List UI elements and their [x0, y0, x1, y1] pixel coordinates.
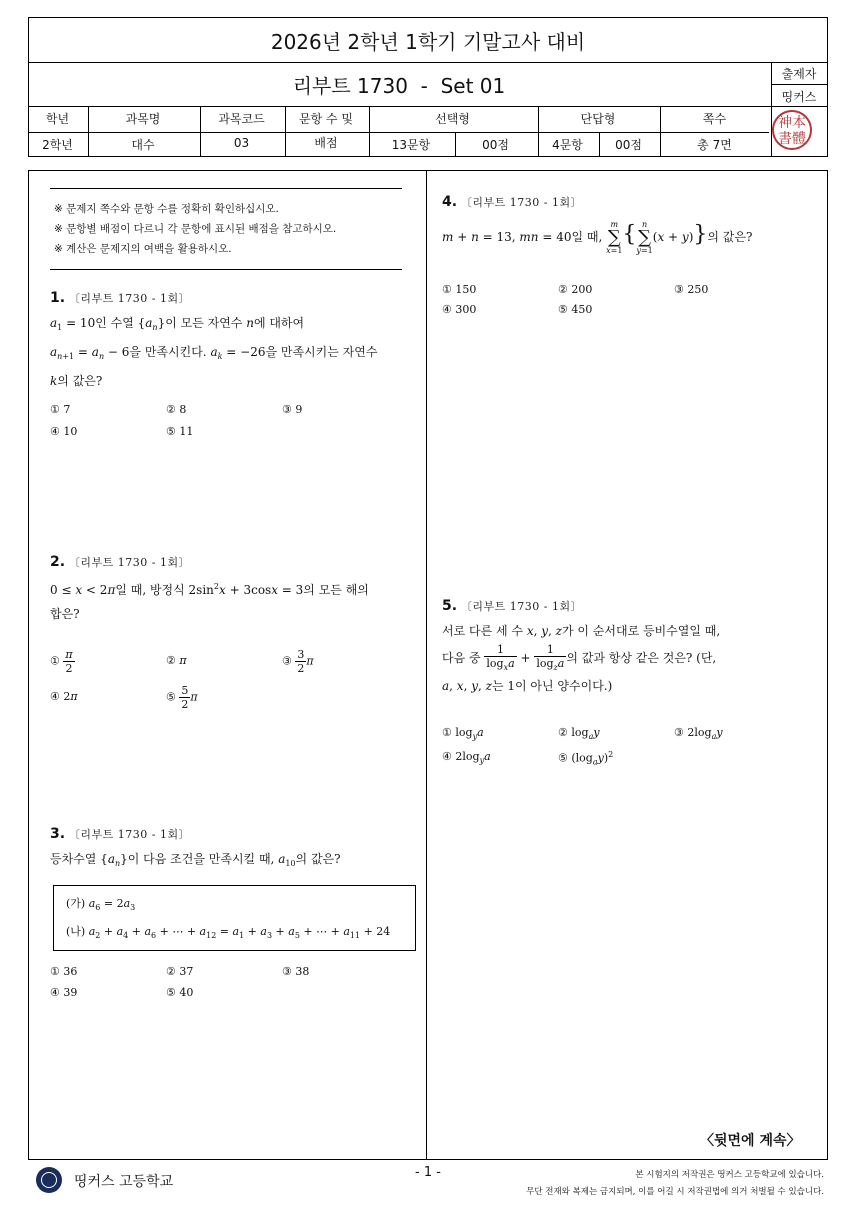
question-number: 4.: [442, 194, 458, 210]
col-grade: 학년: [45, 112, 70, 126]
question-number: 5.: [442, 598, 458, 614]
question-source: 〔리부트 1730 - 1회〕: [68, 556, 191, 569]
exam-subtitle: 리부트 1730 - Set 01: [292, 74, 506, 98]
q2-choice-3[interactable]: ③ $\frac{3}{2}$ π: [282, 648, 314, 675]
q3-choice-4[interactable]: ④ 39: [50, 986, 78, 999]
q4-choice-1[interactable]: ① 150: [442, 283, 477, 296]
instruction-1: ※ 문제지 쪽수와 문항 수를 정확히 확인하십시오.: [54, 203, 279, 215]
q5-choice-2[interactable]: ② $\log_ay$: [558, 726, 600, 741]
question-source: 〔리부트 1730 - 1회〕: [68, 828, 191, 841]
q4-choice-2[interactable]: ② 200: [558, 283, 593, 296]
question-5: [442, 594, 817, 698]
q2-choice-5[interactable]: ⑤ $\frac{5}{2}$ π: [166, 684, 198, 711]
question-source: 〔리부트 1730 - 1회〕: [460, 196, 583, 209]
instructions: [50, 188, 402, 270]
val-subject: 대수: [131, 138, 155, 152]
seal-stamp: 神本 書體: [772, 110, 812, 150]
q2-choice-2[interactable]: ② π: [166, 654, 187, 667]
val-mc-score: 00점: [482, 138, 509, 152]
col-count: 문항 수 및: [299, 112, 353, 126]
copyright-line-1: 본 시험지의 저작권은 띵커스 고등학교에 있습니다.: [635, 1170, 824, 1180]
question-1: [50, 286, 410, 393]
continue-note: 〈뒷면에 계속〉: [700, 1133, 801, 1149]
condition-box: (가) $a_6 = 2a_3$ (나) $a_2 + a_4 + a_6$ + ⋯ + $a_{12} = a_1 + a_3 + a_5$ + ⋯ + $a_{11} + 24$: [53, 885, 416, 951]
instruction-3: ※ 계산은 문제지의 여백을 활용하시오.: [54, 243, 232, 255]
q3-choice-2[interactable]: ② 37: [166, 965, 194, 978]
q5-choice-4[interactable]: ④ $2\log_ya$: [442, 750, 491, 765]
question-number: 2.: [50, 554, 66, 570]
question-text: 0 ≤ x < 2π일 때, 방정식 $2\sin^2x + 3\cos x = 3$의 모든 해의 합은?: [50, 582, 369, 621]
col-subject: 과목명: [125, 112, 161, 126]
question-text: m + n = 13, mn = 40일 때, m ∑ x=1{ n ∑ y=1(x + y)}의 값은?: [442, 219, 753, 255]
author-label: 출제자: [781, 67, 817, 81]
q2-choice-1[interactable]: ① $\frac{\pi}{2}$: [50, 648, 73, 675]
question-text: 등차수열 $\{a_n\}$이 다음 조건을 만족시킬 때, $a_{10}$의 값은?: [50, 852, 341, 868]
q4-choice-3[interactable]: ③ 250: [674, 283, 709, 296]
q3-choice-1[interactable]: ① 36: [50, 965, 78, 978]
val-pages: 총 7면: [697, 138, 732, 152]
question-3: [50, 822, 420, 876]
question-text: $a_1 = 10$인 수열 $\{a_n\}$이 모든 자연수 n에 대하여 $a_{n+1} = a_n - 6$을 만족시킨다. $a_k = -26$을 만족시키는 자연수 k의 값은?: [50, 316, 378, 388]
col-pages: 쪽수: [702, 112, 727, 126]
q3-choice-3[interactable]: ③ 38: [282, 965, 310, 978]
val-score-label: 배점: [314, 136, 338, 150]
copyright-line-2: 무단 전재와 복제는 금지되며, 이를 어길 시 저작권법에 의거 처벌될 수 있습니다.: [526, 1187, 824, 1197]
q3-choice-5[interactable]: ⑤ 40: [166, 986, 194, 999]
q1-choice-1[interactable]: ① 7: [50, 403, 71, 416]
q5-choice-5[interactable]: ⑤ $(\log_ay)^2$: [558, 750, 614, 767]
school-logo-icon: [36, 1167, 62, 1193]
q1-choice-5[interactable]: ⑤ 11: [166, 425, 194, 438]
q5-choice-3[interactable]: ③ $2\log_ay$: [674, 726, 723, 741]
q2-choice-4[interactable]: ④ 2π: [50, 690, 78, 703]
col-mc: 선택형: [435, 112, 470, 126]
question-number: 3.: [50, 826, 66, 842]
page-number: - 1 -: [415, 1165, 441, 1180]
instruction-2: ※ 문항별 배점이 다르니 각 문항에 표시된 배점을 참고하시오.: [54, 223, 337, 235]
column-divider: [426, 170, 427, 1160]
question-4: [442, 190, 817, 215]
q4-choice-5[interactable]: ⑤ 450: [558, 303, 593, 316]
question-number: 1.: [50, 290, 66, 306]
val-grade: 2학년: [42, 138, 73, 152]
question-text: 서로 다른 세 수 x, y, z가 이 순서대로 등비수열일 때, 다음 중 $\frac{1}{\log_xa}$ + $\frac{1}{\log_za}$ 의 값과 항상 같은 것은? (단, a, x, y, z는 1이 아닌 양수이다.): [442, 624, 721, 693]
val-sa-score: 00점: [615, 138, 642, 152]
exam-title: 2026년 2학년 1학기 기말고사 대비: [270, 30, 586, 54]
val-mc-count: 13문항: [391, 138, 431, 152]
author-name: 띵커스: [781, 90, 817, 104]
question-source: 〔리부트 1730 - 1회〕: [68, 292, 191, 305]
col-sa: 단답형: [580, 112, 616, 126]
col-code: 과목코드: [218, 112, 265, 126]
val-code: 03: [233, 136, 250, 150]
q4-choice-4[interactable]: ④ 300: [442, 303, 477, 316]
q1-choice-2[interactable]: ② 8: [166, 403, 187, 416]
q5-choice-1[interactable]: ① $\log_ya$: [442, 726, 484, 741]
q1-choice-4[interactable]: ④ 10: [50, 425, 78, 438]
question-source: 〔리부트 1730 - 1회〕: [460, 600, 583, 613]
q1-choice-3[interactable]: ③ 9: [282, 403, 303, 416]
question-2: [50, 550, 410, 626]
school-name: 띵커스 고등학교: [74, 1174, 174, 1190]
val-sa-count: 4문항: [552, 138, 583, 152]
